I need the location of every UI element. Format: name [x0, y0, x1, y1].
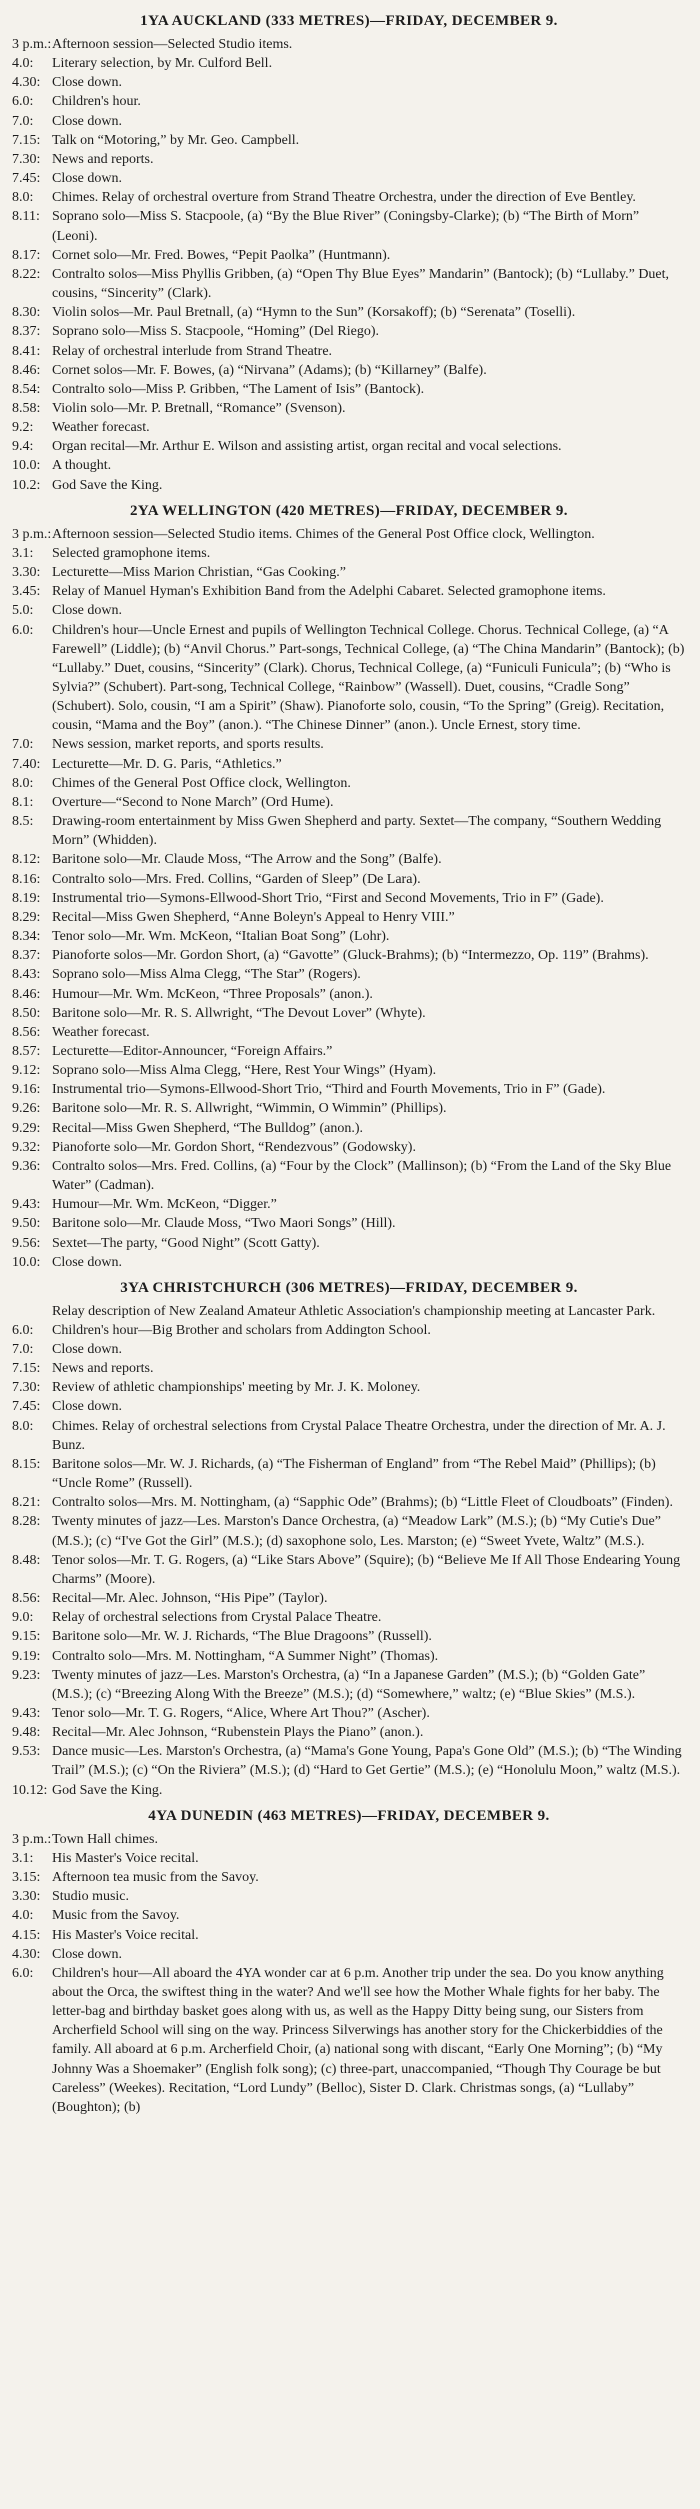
programme-item — [12, 908, 686, 927]
programme-description: Close down. — [52, 1399, 122, 1415]
programme-item — [12, 131, 686, 150]
programme-time: 7.45: — [12, 171, 41, 187]
programme-item — [12, 1080, 686, 1099]
programme-time: 7.15: — [12, 132, 41, 148]
programme-item — [12, 1742, 686, 1780]
programme-description: Baritone solo—Mr. W. J. Richards, “The Blue Dragoons” (Russell). — [52, 1629, 432, 1645]
programme-description: Close down. — [52, 603, 122, 619]
programme-description: Humour—Mr. Wm. McKeon, “Digger.” — [52, 1197, 277, 1213]
programme-time: 8.16: — [12, 871, 41, 887]
programme-description: Violin solos—Mr. Paul Bretnall, (a) “Hymn to the Sun” (Korsakoff); (b) “Serenata” (Toselli). — [52, 305, 576, 321]
programme-description: God Save the King. — [52, 1782, 163, 1798]
programme-description: News session, market reports, and sports results. — [52, 737, 324, 753]
programme-description: Relay of orchestral selections from Crystal Palace Theatre. — [52, 1610, 382, 1626]
programme-description: News and reports. — [52, 1361, 154, 1377]
programme-description: Baritone solo—Mr. Claude Moss, “Two Maori Songs” (Hill). — [52, 1216, 396, 1232]
programme-description: Contralto solo—Mrs. Fred. Collins, “Garden of Sleep” (De Lara). — [52, 871, 421, 887]
programme-description: Chimes. Relay of orchestral overture from Strand Theatre Orchestra, under the direction of Eve Bentley. — [52, 190, 636, 206]
programme-time: 6.0: — [12, 622, 34, 638]
station-title: 1YA AUCKLAND (333 METRES)—FRIDAY, DECEMBER 9. — [140, 13, 558, 29]
programme-item — [12, 1512, 686, 1550]
programme-time: 8.56: — [12, 1591, 41, 1607]
station-section — [12, 1278, 686, 1800]
programme-time: 9.48: — [12, 1725, 41, 1741]
programme-time: 9.16: — [12, 1082, 41, 1098]
programme-time: 7.0: — [12, 737, 34, 753]
programme-description: Children's hour. — [52, 94, 141, 110]
programme-time: 9.56: — [12, 1235, 41, 1251]
programme-item — [12, 1926, 686, 1945]
programme-time: 8.17: — [12, 247, 41, 263]
programme-item — [12, 1042, 686, 1061]
station-title: 4YA DUNEDIN (463 METRES)—FRIDAY, DECEMBER 9. — [148, 1807, 550, 1824]
programme-time: 8.0: — [12, 775, 34, 791]
programme-time: 9.36: — [12, 1158, 41, 1174]
programme-time: 6.0: — [12, 1965, 34, 1981]
programme-description: Soprano solo—Miss Alma Clegg, “Here, Rest Your Wings” (Hyam). — [52, 1063, 437, 1079]
programme-description: Twenty minutes of jazz—Les. Marston's Dance Orchestra, (a) “Meadow Lark” (M.S.); (b) “My Cutie's Due” (M.S.); (c) “I've Got the Girl” (M.S.); (d) saxophone solo, Les. Marston; (e) “Sweet Yvete, Waltz” (M.S.). — [52, 1514, 661, 1549]
programme-description: Relay of Manuel Hyman's Exhibition Band from the Adelphi Cabaret. Selected gramophone items. — [52, 584, 606, 600]
programme-description: Town Hall chimes. — [52, 1831, 158, 1847]
programme-time: 8.28: — [12, 1514, 41, 1530]
programme-time: 3.45: — [12, 584, 41, 600]
programme-time: 9.29: — [12, 1120, 41, 1136]
programme-time: 7.45: — [12, 1399, 41, 1415]
programme-description: Close down. — [52, 75, 122, 91]
programme-time: 3.1: — [12, 1850, 34, 1866]
programme-item — [12, 1868, 686, 1887]
programme-description: Cornet solos—Mr. F. Bowes, (a) “Nirvana” (Adams); (b) “Killarney” (Balfe). — [52, 362, 487, 378]
programme-description: Music from the Savoy. — [52, 1908, 180, 1924]
programme-item — [12, 1023, 686, 1042]
programme-description: Twenty minutes of jazz—Les. Marston's Orchestra, (a) “In a Japanese Garden” (M.S.); (b) “Golden Gate” (M.S.); (c) “Breezing Along With the Breeze” (M.S.); (d) “Somewhere,” waltz; (e) “Blue Skies” (M.S.). — [52, 1667, 646, 1702]
programme-time: 8.12: — [12, 852, 41, 868]
programme-description: Chimes. Relay of orchestral selections from Crystal Palace Theatre Orchestra, under the direction of Mr. A. J. Bunz. — [52, 1418, 666, 1453]
programme-time: 3.1: — [12, 545, 34, 561]
programme-item — [12, 399, 686, 418]
programme-item — [12, 1704, 686, 1723]
programme-time: 9.50: — [12, 1216, 41, 1232]
programme-time: 8.1: — [12, 794, 34, 810]
programme-description: Soprano solo—Miss S. Stacpoole, (a) “By the Blue River” (Coningsby-Clarke); (b) “The Birth of Morn” (Leoni). — [52, 209, 640, 244]
programme-description: Sextet—The party, “Good Night” (Scott Gatty). — [52, 1235, 320, 1251]
programme-time: 8.48: — [12, 1552, 41, 1568]
programme-item — [12, 303, 686, 322]
programme-item — [12, 1627, 686, 1646]
programme-time: 4.30: — [12, 75, 41, 91]
programme-description: Children's hour—Uncle Ernest and pupils of Wellington Technical College. Chorus. Technical College, (a) “A Farewell” (Liddle); (b) “Anvil Chorus.” Part-songs, Technical College, (a) “The China Mandarin” (Bantock); (b) “Lullaby.” Duet, cousins, “Sincerity” (Clark). Chorus, Technical College, (a) “Funiculi Funicula”; (b) “Who is Sylvia?” (Schubert). Part-song, Technical College, “Rainbow” (Wassell). Duet, cousins, “Cradle Song” (Schubert). Solo, cousin, “I am a Spirit” (Shaw). Pianoforte solo, cousin, “To the Spring” (Greig). Recitation, cousin, “Mama and the Boy” (anon.). “The Chinese Dinner” (anon.). Uncle Ernest, story time. — [52, 622, 685, 734]
programme-item — [12, 1887, 686, 1906]
programme-item — [12, 1455, 686, 1493]
programme-item — [12, 1359, 686, 1378]
programme-time: 3 p.m.: — [12, 526, 52, 542]
programme-time: 8.0: — [12, 190, 34, 206]
programme-time: 4.15: — [12, 1927, 41, 1943]
programme-description: Chimes of the General Post Office clock, Wellington. — [52, 775, 351, 791]
programme-time: 8.56: — [12, 1024, 41, 1040]
programme-time: 10.0: — [12, 458, 41, 474]
programme-item — [12, 544, 686, 563]
programme-description: Instrumental trio—Symons-Ellwood-Short Trio, “First and Second Movements, Trio in F” (Gade). — [52, 890, 604, 906]
programme-description: Tenor solo—Mr. Wm. McKeon, “Italian Boat Song” (Lohr). — [52, 929, 390, 945]
programme-time: 8.41: — [12, 343, 41, 359]
programme-description: Recital—Miss Gwen Shepherd, “Anne Boleyn's Appeal to Henry VIII.” — [52, 909, 455, 925]
programme-item — [12, 1647, 686, 1666]
programme-time: 8.57: — [12, 1043, 41, 1059]
programme-time: 9.43: — [12, 1197, 41, 1213]
programme-description: His Master's Voice recital. — [52, 1850, 199, 1866]
programme-description: Tenor solos—Mr. T. G. Rogers, (a) “Like Stars Above” (Squire); (b) “Believe Me If All Those Endearing Young Charms” (Moore). — [52, 1552, 681, 1587]
programme-time: 10.12: — [12, 1782, 48, 1798]
station-intro: Relay description of New Zealand Amateur Athletic Association's championship meeting at Lancaster Park. — [52, 1303, 656, 1319]
programme-time: 8.22: — [12, 266, 41, 282]
station-section — [12, 501, 686, 1272]
programme-item — [12, 418, 686, 437]
programme-description: Contralto solos—Mrs. Fred. Collins, (a) “Four by the Clock” (Mallinson); (b) “From the Land of the Sky Blue Water” (Cadman). — [52, 1158, 672, 1194]
programme-item — [12, 774, 686, 793]
programme-description: Lecturette—Mr. D. G. Paris, “Athletics.” — [52, 756, 282, 772]
programme-item — [12, 927, 686, 946]
programme-item — [12, 1608, 686, 1627]
programme-description: Baritone solo—Mr. R. S. Allwright, “The Devout Lover” (Whyte). — [52, 1005, 426, 1021]
programme-time: 4.0: — [12, 56, 34, 72]
programme-time: 9.0: — [12, 1610, 34, 1626]
programme-item — [12, 1378, 686, 1397]
programme-item — [12, 850, 686, 869]
programme-time: 8.54: — [12, 381, 41, 397]
programme-time: 9.26: — [12, 1101, 41, 1117]
programme-description: God Save the King. — [52, 477, 163, 493]
programme-item — [12, 169, 686, 188]
programme-time: 8.21: — [12, 1495, 41, 1511]
programme-item — [12, 54, 686, 73]
programme-item — [12, 1551, 686, 1589]
programme-item — [12, 1099, 686, 1118]
programme-item — [12, 601, 686, 620]
programme-description: Organ recital—Mr. Arthur E. Wilson and assisting artist, organ recital and vocal selections. — [52, 439, 562, 455]
programme-item — [12, 793, 686, 812]
programme-item — [12, 985, 686, 1004]
programme-time: 3 p.m.: — [12, 1831, 52, 1847]
programme-item — [12, 1157, 686, 1195]
programme-time: 8.11: — [12, 209, 40, 225]
programme-item — [12, 1321, 686, 1340]
programme-description: Selected gramophone items. — [52, 545, 211, 561]
programme-item — [12, 563, 686, 582]
programme-item — [12, 1964, 686, 2117]
programme-time: 8.46: — [12, 986, 41, 1002]
programme-item — [12, 207, 686, 245]
programme-description: Humour—Mr. Wm. McKeon, “Three Proposals” (anon.). — [52, 986, 373, 1002]
programme-time: 7.30: — [12, 1380, 41, 1396]
programme-description: Recital—Miss Gwen Shepherd, “The Bulldog” (anon.). — [52, 1120, 364, 1136]
programme-description: Recital—Mr. Alec Johnson, “Rubenstein Plays the Piano” (anon.). — [52, 1725, 424, 1741]
programme-item — [12, 92, 686, 111]
programme-item — [12, 1234, 686, 1253]
programme-description: Violin solo—Mr. P. Bretnall, “Romance” (Svenson). — [52, 400, 346, 416]
programme-description: Close down. — [52, 113, 122, 129]
programme-item — [12, 1061, 686, 1080]
programme-time: 4.30: — [12, 1946, 41, 1962]
programme-time: 7.0: — [12, 113, 34, 129]
programme-description: Dance music—Les. Marston's Orchestra, (a) “Mama's Gone Young, Papa's Gone Old” (M.S.); (b) “The Winding Trail” (M.S.); (c) “On the Riviera” (M.S.); (d) “Hard to Get Gertie” (M.S.); (e) “Honolulu Moon,” waltz (M.S.). — [52, 1744, 682, 1779]
programme-time: 3.15: — [12, 1870, 41, 1886]
programme-time: 8.50: — [12, 1005, 41, 1021]
programme-time: 8.58: — [12, 400, 41, 416]
programme-item — [12, 342, 686, 361]
programme-item — [12, 870, 686, 889]
station-section — [12, 11, 686, 495]
programme-time: 7.15: — [12, 1361, 41, 1377]
programme-description: Contralto solos—Mrs. M. Nottingham, (a) “Sapphic Ode” (Brahms); (b) “Little Fleet of Cloudboats” (Finden). — [52, 1495, 673, 1511]
programme-description: Drawing-room entertainment by Miss Gwen Shepherd and party. Sextet—The company, “Southern Wedding Morn” (Whidden). — [52, 814, 662, 849]
programme-time: 4.0: — [12, 1908, 34, 1924]
programme-item — [12, 946, 686, 965]
programme-time: 8.43: — [12, 967, 41, 983]
programme-description: Baritone solo—Mr. Claude Moss, “The Arrow and the Song” (Balfe). — [52, 852, 442, 868]
programme-time: 7.30: — [12, 151, 41, 167]
programme-item — [12, 1781, 686, 1800]
programme-description: Review of athletic championships' meeting by Mr. J. K. Moloney. — [52, 1380, 421, 1396]
programme-time: 8.37: — [12, 948, 41, 964]
programme-time: 10.0: — [12, 1254, 41, 1270]
programme-time: 9.12: — [12, 1063, 41, 1079]
programme-item — [12, 735, 686, 754]
programme-time: 8.15: — [12, 1456, 41, 1472]
programme-item — [12, 1397, 686, 1416]
programme-description: Contralto solos—Miss Phyllis Gribben, (a) “Open Thy Blue Eyes” Mandarin” (Bantock); (b) “Lullaby.” Duet, cousins, “Sincerity” (Clark). — [52, 266, 670, 302]
programme-time: 9.32: — [12, 1139, 41, 1155]
programme-description: Talk on “Motoring,” by Mr. Geo. Campbell. — [52, 132, 300, 148]
programme-description: His Master's Voice recital. — [52, 1927, 199, 1943]
programme-item — [12, 73, 686, 92]
programme-item — [12, 1195, 686, 1214]
programme-item — [12, 456, 686, 475]
programme-item — [12, 1138, 686, 1157]
programme-item — [12, 112, 686, 131]
programme-item — [12, 188, 686, 207]
programme-item — [12, 265, 686, 303]
programme-description: Afternoon session—Selected Studio items. Chimes of the General Post Office clock, Wellington. — [52, 526, 595, 542]
programme-time: 8.34: — [12, 929, 41, 945]
programme-time: 8.46: — [12, 362, 41, 378]
programme-time: 9.23: — [12, 1667, 41, 1683]
programme-description: Overture—“Second to None March” (Ord Hume). — [52, 794, 334, 810]
programme-item — [12, 1589, 686, 1608]
station-section — [12, 1806, 686, 2117]
programme-description: Weather forecast. — [52, 420, 150, 436]
programme-time: 6.0: — [12, 1322, 34, 1338]
programme-description: Tenor solo—Mr. T. G. Rogers, “Alice, Where Art Thou?” (Ascher). — [52, 1705, 430, 1721]
programme-item — [12, 437, 686, 456]
programme-time: 9.53: — [12, 1744, 41, 1760]
programme-item — [12, 965, 686, 984]
programme-item — [12, 322, 686, 341]
programme-time: 3.30: — [12, 1889, 41, 1905]
station-title: 3YA CHRISTCHURCH (306 METRES)—FRIDAY, DECEMBER 9. — [120, 1279, 578, 1296]
programme-description: Pianoforte solos—Mr. Gordon Short, (a) “Gavotte” (Gluck-Brahms); (b) “Intermezzo, Op. 119” (Brahms). — [52, 948, 649, 964]
programme-description: Baritone solos—Mr. W. J. Richards, (a) “The Fisherman of England” from “The Rebel Maid” (Phillips); (b) “Uncle Rome” (Russell). — [52, 1456, 656, 1492]
programme-item — [12, 1253, 686, 1272]
programme-item — [12, 1666, 686, 1704]
programme-item — [12, 1493, 686, 1512]
programme-item — [12, 1119, 686, 1138]
programme-description: Cornet solo—Mr. Fred. Bowes, “Pepit Paolka” (Huntmann). — [52, 247, 391, 263]
programme-description: Weather forecast. — [52, 1024, 150, 1040]
programme-item — [12, 1906, 686, 1925]
programme-item — [12, 1849, 686, 1868]
programme-description: Children's hour—All aboard the 4YA wonder car at 6 p.m. Another trip under the sea. Do you know anything about the Orca, the swiftest thing in the water? And we'll see how the Mother Whale fights for her baby. The letter-bag and birthday basket goes along with us, as well as the Happy Ditty being sung, our Sisters from Archerfield School will sing on the way. Princess Silverwings has another story for the Chickerbiddies of the family. All aboard at 6 p.m. Archerfield Choir, (a) national song with discant, “Early One Morning”; (b) “My Johnny Was a Shoemaker” (English folk song); (c) three-part, unaccompanied, “Though Thy Courage be but Careless” (Weekes). Recitation, “Lord Lundy” (Belloc), Sister D. Clark. Christmas songs, (a) “Lullaby” (Boughton); (b) — [52, 1965, 664, 2115]
programme-description: Afternoon tea music from the Savoy. — [52, 1870, 259, 1886]
programme-description: Afternoon session—Selected Studio items. — [52, 37, 293, 52]
programme-item — [12, 476, 686, 495]
programme-time: 8.0: — [12, 1418, 34, 1434]
programme-item — [12, 525, 686, 544]
programme-time: 10.2: — [12, 477, 41, 493]
programme-item — [12, 246, 686, 265]
programme-time: 8.5: — [12, 814, 34, 830]
programme-description: Contralto solo—Mrs. M. Nottingham, “A Summer Night” (Thomas). — [52, 1648, 439, 1664]
station-title: 2YA WELLINGTON (420 METRES)—FRIDAY, DECEMBER 9. — [130, 502, 568, 519]
programme-description: Lecturette—Editor-Announcer, “Foreign Affairs.” — [52, 1043, 333, 1059]
programme-time: 9.19: — [12, 1648, 41, 1664]
programme-time: 9.15: — [12, 1629, 41, 1645]
programme-description: Close down. — [52, 1254, 122, 1270]
programme-item — [12, 361, 686, 380]
programme-time: 5.0: — [12, 603, 34, 619]
programme-time: 3.30: — [12, 565, 41, 581]
programme-description: Close down. — [52, 1946, 122, 1962]
programme-description: Contralto solo—Miss P. Gribben, “The Lament of Isis” (Bantock). — [52, 381, 425, 397]
programme-description: Close down. — [52, 1342, 122, 1357]
programme-item — [12, 812, 686, 850]
programme-description: Recital—Mr. Alec. Johnson, “His Pipe” (Taylor). — [52, 1591, 328, 1607]
programme-time: 3 p.m.: — [12, 37, 52, 52]
programme-item — [12, 35, 686, 54]
programme-description: Children's hour—Big Brother and scholars from Addington School. — [52, 1322, 431, 1338]
programme-time: 8.37: — [12, 324, 41, 340]
programme-time: 7.40: — [12, 756, 41, 772]
programme-item — [12, 1004, 686, 1023]
programme-item — [12, 150, 686, 169]
programme-time: 9.43: — [12, 1705, 41, 1721]
programme-time: 8.30: — [12, 305, 41, 321]
programme-description: Soprano solo—Miss Alma Clegg, “The Star” (Rogers). — [52, 967, 361, 983]
programme-description: Instrumental trio—Symons-Ellwood-Short Trio, “Third and Fourth Movements, Trio in F” (Gade). — [52, 1082, 606, 1098]
programme-description: Baritone solo—Mr. R. S. Allwright, “Wimmin, O Wimmin” (Phillips). — [52, 1101, 447, 1117]
programme-description: A thought. — [52, 458, 112, 474]
programme-item — [12, 755, 686, 774]
programme-item — [12, 1830, 686, 1849]
programme-description: Close down. — [52, 171, 122, 187]
programme-item — [12, 582, 686, 601]
programme-time: 9.4: — [12, 439, 34, 455]
programme-time: 8.19: — [12, 890, 41, 906]
programme-item — [12, 380, 686, 399]
programme-time: 8.29: — [12, 909, 41, 925]
programme-time: 7.0: — [12, 1342, 34, 1357]
programme-item — [12, 1340, 686, 1359]
programme-item — [12, 1214, 686, 1233]
programme-time: 6.0: — [12, 94, 34, 110]
programme-description: Soprano solo—Miss S. Stacpoole, “Homing” (Del Riego). — [52, 324, 380, 340]
programme-description: Relay of orchestral interlude from Strand Theatre. — [52, 343, 333, 359]
programme-item — [12, 1945, 686, 1964]
programme-description: News and reports. — [52, 151, 154, 167]
programme-description: Literary selection, by Mr. Culford Bell. — [52, 56, 273, 72]
programme-item — [12, 1723, 686, 1742]
programme-item — [12, 889, 686, 908]
programme-description: Pianoforte solo—Mr. Gordon Short, “Rendezvous” (Godowsky). — [52, 1139, 416, 1155]
programme-item — [12, 621, 686, 736]
programme-time: 9.2: — [12, 420, 34, 436]
programme-item — [12, 1417, 686, 1455]
programme-description: Studio music. — [52, 1889, 130, 1905]
programme-description: Lecturette—Miss Marion Christian, “Gas Cooking.” — [52, 565, 346, 581]
